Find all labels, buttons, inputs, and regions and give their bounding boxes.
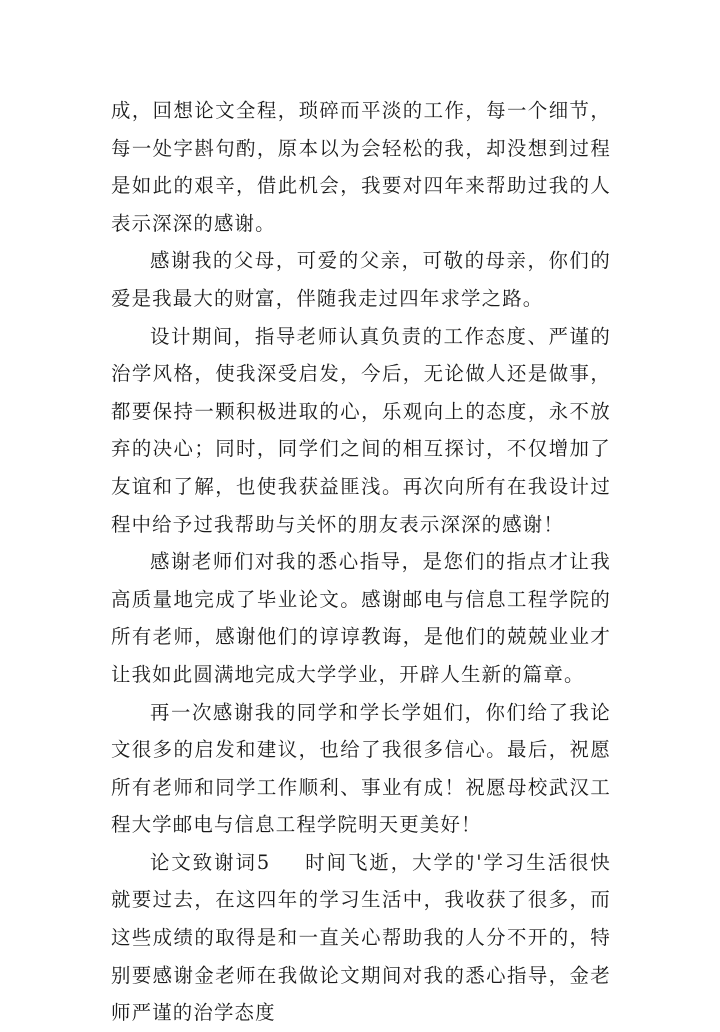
section-5-heading: 论文致谢词5 <box>150 850 271 874</box>
paragraph-continuation: 成，回想论文全程，琐碎而平淡的工作，每一个细节，每一处字斟句酌，原本以为会轻松的我，却没想到过程是如此的艰辛，借此机会，我要对四年来帮助过我的人表示深深的感谢。 <box>111 99 611 235</box>
paragraph-thanks-advisor-classmates: 设计期间，指导老师认真负责的工作态度、严谨的治学风格，使我深受启发，今后，无论做人还是做事，都要保持一颗积极进取的心，乐观向上的态度，永不放弃的决心；同时，同学们之间的相互探讨，不仅增加了友谊和了解，也使我获益匪浅。再次向所有在我设计过程中给予过我帮助与关怀的朋友表示深深的感谢！ <box>111 324 611 536</box>
document-body <box>111 92 611 1032</box>
section-5-text: 时间飞逝，大学的'学习生活很快就要过去，在这四年的学习生活中，我收获了很多，而这些成绩的取得是和一直关心帮助我的人分不开的，特别要感谢金老师在我做论文期间对我的悉心指导，金老师严谨的治学态度 <box>111 850 611 1025</box>
section-5 <box>111 844 611 1032</box>
paragraph-thanks-parents: 感谢我的父母，可爱的父亲，可敬的母亲，你们的爱是我最大的财富，伴随我走过四年求学之路。 <box>111 249 611 310</box>
paragraph-thanks-schoolmates: 再一次感谢我的同学和学长学姐们，你们给了我论文很多的启发和建议，也给了我很多信心。最后，祝愿所有老师和同学工作顺利、事业有成！祝愿母校武汉工程大学邮电与信息工程学院明天更美好！ <box>111 700 611 837</box>
paragraph-thanks-teachers: 感谢老师们对我的悉心指导，是您们的指点才让我高质量地完成了毕业论文。感谢邮电与信息工程学院的所有老师，感谢他们的谆谆教诲，是他们的兢兢业业才让我如此圆满地完成大学学业，开辟人生新的篇章。 <box>111 550 611 686</box>
